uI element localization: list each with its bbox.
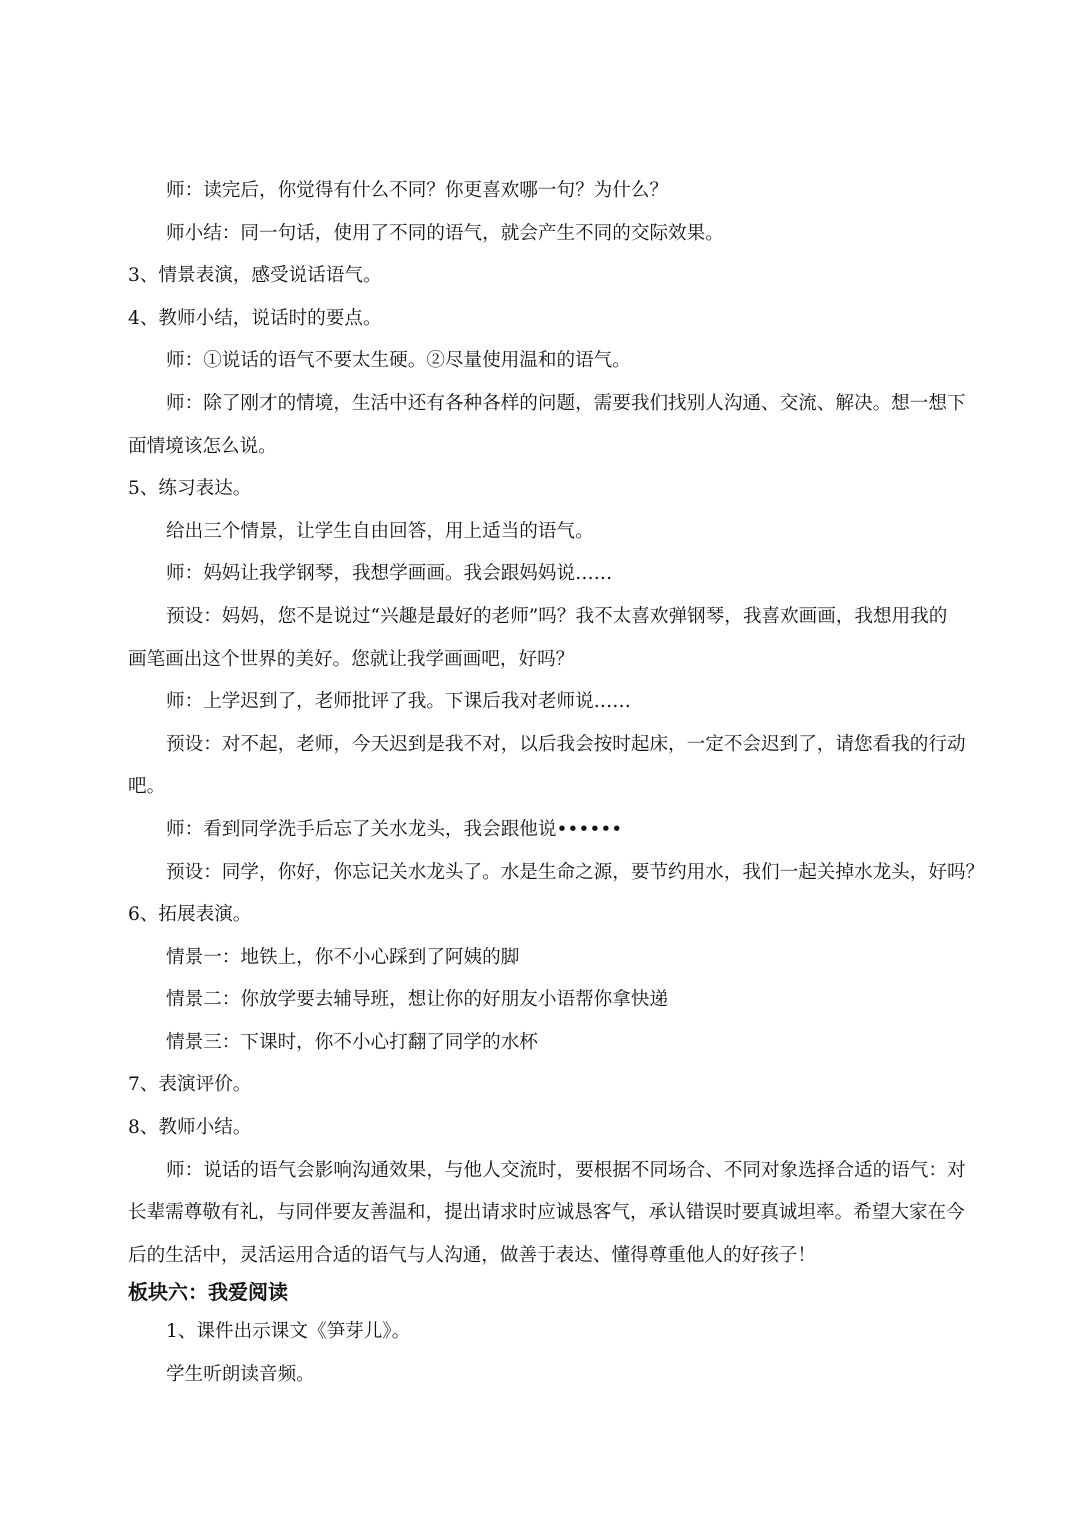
- paragraph-line: 画笔画出这个世界的美好。您就让我学画画吧，好吗？: [128, 648, 575, 670]
- paragraph-line: 师：①说话的语气不要太生硬。②尽量使用温和的语气。: [166, 350, 631, 372]
- numbered-step: 3、情景表演，感受说话语气。: [128, 265, 382, 287]
- paragraph-line: 师：看到同学洗手后忘了关水龙头，我会跟他说••••••: [166, 818, 623, 840]
- paragraph-line: 后的生活中，灵活运用合适的语气与人沟通，做善于表达、懂得尊重他人的好孩子！: [128, 1244, 816, 1266]
- paragraph-line: 师：妈妈让我学钢琴，我想学画画。我会跟妈妈说……: [166, 563, 613, 585]
- paragraph-line: 吧。: [128, 776, 166, 798]
- paragraph-line: 给出三个情景，让学生自由回答，用上适当的语气。: [166, 520, 594, 542]
- numbered-step: 6、拓展表演。: [128, 904, 252, 926]
- section-heading: 板块六：我爱阅读: [128, 1280, 288, 1305]
- numbered-step: 5、练习表达。: [128, 478, 252, 500]
- scenario-line: 情景二：你放学要去辅导班，想让你的好朋友小语帮你拿快递: [166, 989, 669, 1011]
- paragraph-line: 师：说话的语气会影响沟通效果，与他人交流时，要根据不同场合、不同对象选择合适的语气：对: [166, 1159, 966, 1181]
- numbered-step: 4、教师小结，说话时的要点。: [128, 307, 382, 329]
- paragraph-line: 长辈需尊敬有礼，与同伴要友善温和，提出请求时应诚恳客气，承认错误时要真诚坦率。希望大家在今: [128, 1202, 965, 1224]
- paragraph-line: 师小结：同一句话，使用了不同的语气，就会产生不同的交际效果。: [166, 222, 724, 244]
- paragraph-line: 师：上学迟到了，老师批评了我。下课后我对老师说……: [166, 691, 631, 713]
- paragraph-line: 学生听朗读音频。: [166, 1364, 315, 1386]
- paragraph-line: 1、课件出示课文《笋芽儿》。: [166, 1321, 411, 1343]
- paragraph-line: 预设：同学，你好，你忘记关水龙头了。水是生命之源，要节约用水，我们一起关掉水龙头，好吗？: [166, 861, 985, 883]
- paragraph-line: 师：除了刚才的情境，生活中还有各种各样的问题，需要我们找别人沟通、交流、解决。想一想下: [166, 392, 966, 414]
- numbered-step: 7、表演评价。: [128, 1074, 252, 1096]
- document-body: [128, 170, 985, 1397]
- paragraph-line: 师：读完后，你觉得有什么不同？你更喜欢哪一句？为什么？: [166, 180, 669, 201]
- scenario-line: 情景三：下课时，你不小心打翻了同学的水杯: [166, 1031, 538, 1053]
- paragraph-line: 面情境该怎么说。: [128, 435, 277, 457]
- paragraph-line: 预设：对不起，老师，今天迟到是我不对，以后我会按时起床，一定不会迟到了，请您看我的行动: [166, 733, 966, 755]
- numbered-step: 8、教师小结。: [128, 1117, 252, 1139]
- paragraph-line: 预设：妈妈，您不是说过“兴趣是最好的老师”吗？我不太喜欢弹钢琴，我喜欢画画，我想用我的: [166, 605, 948, 627]
- scenario-line: 情景一：地铁上，你不小心踩到了阿姨的脚: [166, 946, 520, 968]
